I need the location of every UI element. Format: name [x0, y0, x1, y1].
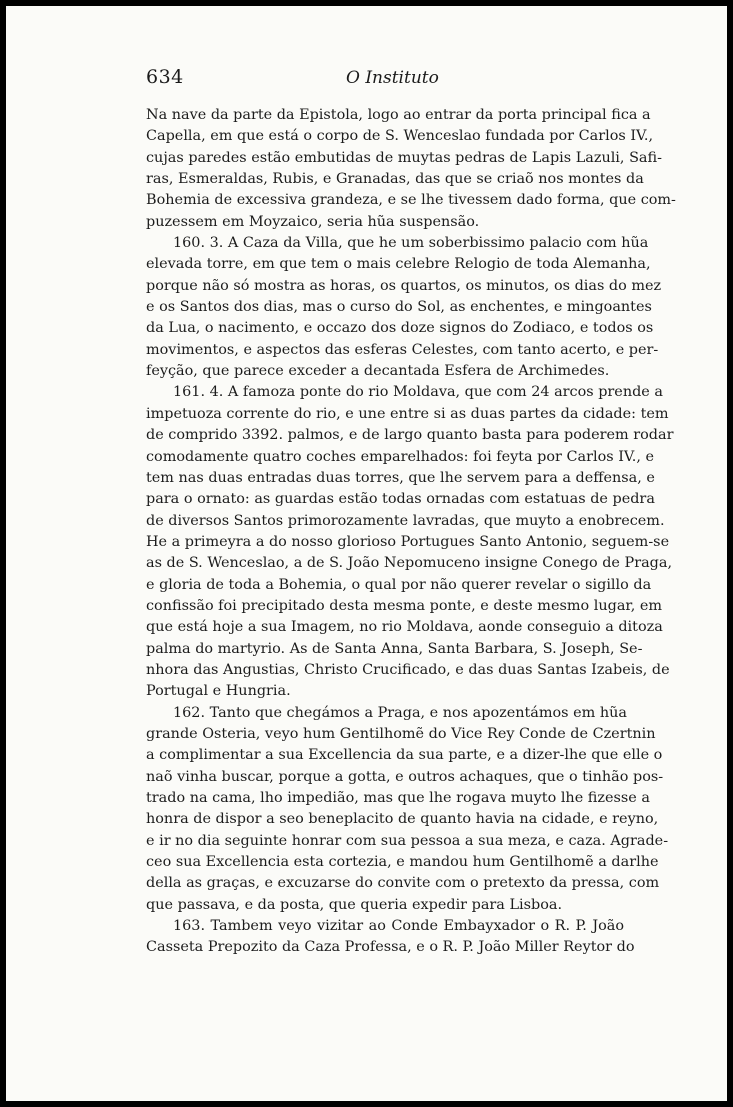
paragraph [146, 382, 674, 702]
text-line: da Lua, o nacimento, e occazo dos doze signos do Zodiaco, e todos os [146, 320, 654, 337]
text-line: della as graças, e excuzarse do convite com o pretexto da pressa, com [146, 875, 660, 892]
book-page [6, 6, 727, 1101]
text-line: comodamente quatro coches emparelhados: foi feyta por Carlos IV., e [146, 448, 654, 465]
text-line: porque não só mostra as horas, os quartos, os minutos, os dias do mez [146, 277, 662, 294]
text-line: Casseta Prepozito da Caza Professa, e o R. P. João Miller Reytor do [146, 939, 635, 956]
text-line: grande Osteria, veyo hum Gentilhomẽ do Vice Rey Conde de Czertnin [146, 725, 656, 742]
text-line: palma do martyrio. As de Santa Anna, Santa Barbara, S. Joseph, Se- [146, 640, 643, 657]
body-text [146, 105, 676, 959]
text-line: a complimentar a sua Excellencia da sua parte, e a dizer-lhe que elle o [146, 747, 663, 764]
text-line: 160. 3. A Caza da Villa, que he um soberbissimo palacio com hũa [173, 235, 649, 252]
text-line: feyção, que parece exceder a decantada Esfera de Archimedes. [146, 363, 610, 380]
text-line: cujas paredes estão embutidas de muytas pedras de Lapis Lazuli, Safi- [146, 149, 662, 166]
text-line: trado na cama, lho impedião, mas que lhe rogava muyto lhe fizesse a [146, 790, 650, 806]
text-line: Bohemia de excessiva grandeza, e se lhe tivessem dado forma, que com- [146, 192, 676, 209]
text-line: para o ornato: as guardas estão todas ornadas com estatuas de pedra [146, 491, 655, 508]
running-head [146, 66, 621, 96]
paragraph [146, 703, 669, 916]
text-line: de diversos Santos primorozamente lavradas, que muyto a enobrecem. [146, 512, 665, 529]
text-line: ceo sua Excellencia esta cortezia, e mandou hum Gentilhomẽ a darlhe [146, 854, 659, 871]
text-line: Portugal e Hungria. [146, 683, 291, 700]
text-line: puzessem em Moyzaico, seria hũa suspensão. [146, 213, 480, 230]
text-line: 163. Tambem veyo vizitar ao Conde Embayxador o R. P. João [173, 918, 624, 935]
text-line: ras, Esmeraldas, Rubis, e Granadas, das que se criaõ nos montes da [146, 171, 644, 188]
text-line: as de S. Wenceslao, a de S. João Nepomuceno insigne Conego de Praga, [146, 555, 673, 572]
text-line: e os Santos dos dias, mas o curso do Sol, as enchentes, e mingoantes [146, 299, 652, 316]
text-line: movimentos, e aspectos das esferas Celestes, com tanto acerto, e per- [146, 341, 659, 358]
text-line: nhora das Angustias, Christo Crucificado, e das duas Santas Izabeis, de [146, 661, 670, 678]
text-line: honra de dispor a seo beneplacito de quanto havia na cidade, e reyno, [146, 811, 659, 828]
text-line: He a primeyra a do nosso glorioso Portugues Santo Antonio, seguem-se [146, 533, 670, 550]
text-line: de comprido 3392. palmos, e de largo quanto basta para poderem rodar [146, 427, 674, 444]
paragraph [146, 916, 635, 959]
text-line: naõ vinha buscar, porque a gotta, e outros achaques, que o tinhão pos- [146, 768, 664, 785]
text-line: confissão foi precipitado desta mesma ponte, e deste mesmo lugar, em [146, 597, 663, 614]
text-line: que passava, e da posta, que queria expedir para Lisboa. [146, 896, 563, 913]
text-line: e gloria de toda a Bohemia, o qual por não querer revelar o sigillo da [146, 576, 652, 593]
text-line: elevada torre, em que tem o mais celebre Relogio de toda Alemanha, [146, 256, 651, 273]
text-line: Capella, em que está o corpo de S. Wenceslao fundada por Carlos IV., [146, 128, 654, 145]
paragraph [146, 105, 676, 233]
text-line: 162. Tanto que chegámos a Praga, e nos apozentámos em hũa [173, 704, 627, 721]
journal-title: O Instituto [346, 68, 439, 88]
paragraph [146, 233, 662, 382]
text-line: 161. 4. A famoza ponte do rio Moldava, que com 24 arcos prende a [173, 384, 663, 401]
text-line: tem nas duas entradas duas torres, que lhe servem para a deffensa, e [146, 469, 655, 486]
text-line: Na nave da parte da Epistola, logo ao entrar da porta principal fica a [146, 107, 651, 123]
page-number: 634 [146, 66, 184, 88]
text-line: que está hoje a sua Imagem, no rio Moldava, aonde conseguio a ditoza [146, 619, 663, 636]
text-line: e ir no dia seguinte honrar com sua pessoa a sua meza, e caza. Agrade- [146, 832, 669, 849]
text-line: impetuoza corrente do rio, e une entre si as duas partes da cidade: tem [146, 405, 669, 422]
